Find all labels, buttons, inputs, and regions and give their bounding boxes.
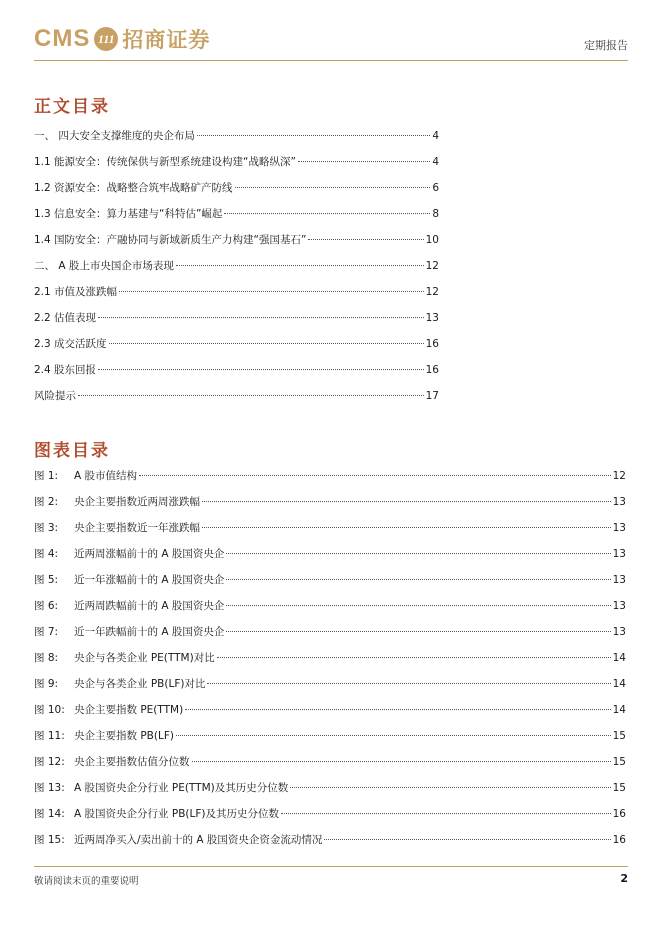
toc-entry-label: 二、 A 股上市央国企市场表现 — [34, 260, 174, 272]
toc-entry-page: 14 — [612, 652, 626, 664]
toc-entry-label: 近两周涨幅前十的 A 股国资央企 — [74, 548, 225, 560]
toc-entry[interactable] — [34, 362, 439, 388]
toc-entry[interactable] — [34, 388, 439, 414]
toc-entry-label: 2.4 股东回报 — [34, 364, 97, 376]
toc-leader-dots — [308, 239, 423, 240]
toc-entry-page: 15 — [612, 730, 626, 742]
toc-entry-page: 16 — [425, 338, 439, 350]
figure-toc-entry[interactable] — [34, 780, 626, 806]
figure-toc-entry[interactable] — [34, 494, 626, 520]
toc-entry-label: 1.4 国防安全：产融协同与新域新质生产力构建“强国基石” — [34, 234, 307, 246]
figure-toc-entry[interactable] — [34, 754, 626, 780]
toc-leader-dots — [224, 213, 430, 214]
toc-entry[interactable] — [34, 128, 439, 154]
toc-entry[interactable] — [34, 258, 439, 284]
toc-entry-label: A 股国资央企分行业 PB(LF)及其历史分位数 — [74, 808, 279, 820]
toc-entry-page: 13 — [612, 496, 626, 508]
toc-entry-page: 13 — [425, 312, 439, 324]
toc-leader-dots — [202, 501, 611, 502]
toc-leader-dots — [226, 579, 610, 580]
toc-leader-dots — [207, 683, 610, 684]
toc-entry-number: 图 3: — [34, 522, 59, 534]
toc-entry-page: 4 — [432, 156, 439, 168]
logo-chinese: 招商证券 — [122, 28, 211, 52]
toc-entry-page: 15 — [612, 782, 626, 794]
toc-entry-page: 13 — [612, 522, 626, 534]
figure-toc-entry[interactable] — [34, 806, 626, 832]
toc-entry-label: A 股国资央企分行业 PE(TTM)及其历史分位数 — [74, 782, 289, 794]
main-toc-list — [34, 128, 439, 414]
toc-leader-dots — [139, 475, 611, 476]
toc-entry-number: 图 6: — [34, 600, 59, 612]
toc-entry-number: 图 11: — [34, 730, 65, 742]
toc-leader-dots — [176, 735, 611, 736]
toc-entry-number: 图 4: — [34, 548, 59, 560]
header-divider — [34, 60, 628, 61]
toc-entry-label: 央企主要指数近一年涨跌幅 — [74, 522, 200, 534]
toc-entry-page: 8 — [432, 208, 439, 220]
footer-disclaimer: 敬请阅读末页的重要说明 — [34, 876, 139, 887]
toc-entry-page: 13 — [612, 574, 626, 586]
toc-entry[interactable] — [34, 336, 439, 362]
toc-leader-dots — [98, 369, 424, 370]
toc-entry-label: 1.3 信息安全：算力基建与“科特估”崛起 — [34, 208, 223, 220]
company-logo — [34, 24, 210, 54]
toc-entry-label: 央企主要指数 PE(TTM) — [74, 704, 184, 716]
toc-entry-label: 一、 四大安全支撑维度的央企布局 — [34, 130, 195, 142]
figure-toc-entry[interactable] — [34, 598, 626, 624]
toc-leader-dots — [119, 291, 424, 292]
toc-entry-number: 图 15: — [34, 834, 65, 846]
toc-entry-number: 图 10: — [34, 704, 65, 716]
toc-entry-label: 央企主要指数近两周涨跌幅 — [74, 496, 200, 508]
footer-divider — [34, 866, 628, 867]
toc-leader-dots — [98, 317, 424, 318]
toc-entry-label: 央企与各类企业 PB(LF)对比 — [74, 678, 206, 690]
toc-leader-dots — [192, 761, 611, 762]
toc-leader-dots — [235, 187, 431, 188]
toc-leader-dots — [281, 813, 611, 814]
toc-entry-page: 12 — [425, 260, 439, 272]
figure-toc-entry[interactable] — [34, 546, 626, 572]
toc-entry-page: 6 — [432, 182, 439, 194]
toc-entry-label: 央企主要指数 PB(LF) — [74, 730, 174, 742]
toc-entry-page: 10 — [425, 234, 439, 246]
toc-entry-page: 13 — [612, 600, 626, 612]
toc-entry-page: 14 — [612, 704, 626, 716]
toc-entry-page: 12 — [612, 470, 626, 482]
toc-entry-number: 图 7: — [34, 626, 59, 638]
toc-entry[interactable] — [34, 206, 439, 232]
toc-entry-page: 13 — [612, 548, 626, 560]
toc-leader-dots — [78, 395, 424, 396]
logo-latin: CMS — [34, 25, 91, 52]
toc-leader-dots — [109, 343, 424, 344]
toc-leader-dots — [217, 657, 611, 658]
figure-toc-entry[interactable] — [34, 702, 626, 728]
toc-entry-label: 1.1 能源安全：传统保供与新型系统建设构建“战略纵深” — [34, 156, 296, 168]
toc-leader-dots — [226, 553, 610, 554]
toc-leader-dots — [197, 135, 430, 136]
toc-entry-label: 风险提示 — [34, 390, 76, 402]
toc-entry-number: 图 13: — [34, 782, 65, 794]
toc-entry-page: 16 — [612, 808, 626, 820]
toc-entry[interactable] — [34, 284, 439, 310]
logo-badge-icon — [94, 27, 118, 51]
toc-leader-dots — [202, 527, 611, 528]
toc-leader-dots — [226, 631, 610, 632]
toc-entry-label: 近一年涨幅前十的 A 股国资央企 — [74, 574, 225, 586]
toc-entry-page: 17 — [425, 390, 439, 402]
toc-entry-label: 2.2 估值表现 — [34, 312, 97, 324]
figure-toc-entry[interactable] — [34, 624, 626, 650]
toc-entry[interactable] — [34, 232, 439, 258]
toc-entry-page: 15 — [612, 756, 626, 768]
toc-entry-label: 1.2 资源安全：战略整合筑牢战略矿产防线 — [34, 182, 233, 194]
page-header — [34, 20, 628, 60]
toc-entry-number: 图 1: — [34, 470, 59, 482]
toc-entry[interactable] — [34, 310, 439, 336]
toc-entry-number: 图 9: — [34, 678, 59, 690]
toc-entry-page: 16 — [425, 364, 439, 376]
toc-entry-label: 2.1 市值及涨跌幅 — [34, 286, 118, 298]
figure-toc-entry[interactable] — [34, 572, 626, 598]
toc-leader-dots — [226, 605, 610, 606]
toc-entry-number: 图 5: — [34, 574, 59, 586]
figure-toc-entry[interactable] — [34, 520, 626, 546]
main-toc-title: 正文目录 — [34, 97, 110, 117]
toc-entry-number: 图 2: — [34, 496, 59, 508]
toc-leader-dots — [185, 709, 610, 710]
toc-entry-label: 央企主要指数估值分位数 — [74, 756, 190, 768]
figure-toc-entry[interactable] — [34, 650, 626, 676]
toc-entry-label: 近两周跌幅前十的 A 股国资央企 — [74, 600, 225, 612]
figure-toc-title: 图表目录 — [34, 441, 110, 461]
figure-toc-entry[interactable] — [34, 728, 626, 754]
logo-badge-text: 111 — [98, 31, 115, 46]
toc-entry[interactable] — [34, 154, 439, 180]
toc-entry-label: A 股市值结构 — [74, 470, 138, 482]
toc-leader-dots — [298, 161, 430, 162]
toc-entry-number: 图 12: — [34, 756, 65, 768]
figure-toc-entry[interactable] — [34, 676, 626, 702]
figure-toc-list — [34, 468, 626, 858]
toc-entry-label: 2.3 成交活跃度 — [34, 338, 107, 350]
toc-leader-dots — [176, 265, 424, 266]
toc-entry-page: 13 — [612, 626, 626, 638]
figure-toc-entry[interactable] — [34, 832, 626, 858]
toc-entry-page: 4 — [432, 130, 439, 142]
toc-entry-number: 图 8: — [34, 652, 59, 664]
toc-entry[interactable] — [34, 180, 439, 206]
toc-entry-number: 图 14: — [34, 808, 65, 820]
toc-leader-dots — [290, 787, 610, 788]
toc-leader-dots — [324, 839, 610, 840]
figure-toc-entry[interactable] — [34, 468, 626, 494]
toc-entry-page: 12 — [425, 286, 439, 298]
report-type: 定期报告 — [584, 39, 628, 52]
page-number: 2 — [620, 872, 628, 885]
toc-entry-page: 16 — [612, 834, 626, 846]
toc-entry-label: 央企与各类企业 PE(TTM)对比 — [74, 652, 215, 664]
toc-entry-page: 14 — [612, 678, 626, 690]
toc-entry-label: 近两周净买入/卖出前十的 A 股国资央企资金流动情况 — [74, 834, 323, 846]
toc-entry-label: 近一年跌幅前十的 A 股国资央企 — [74, 626, 225, 638]
